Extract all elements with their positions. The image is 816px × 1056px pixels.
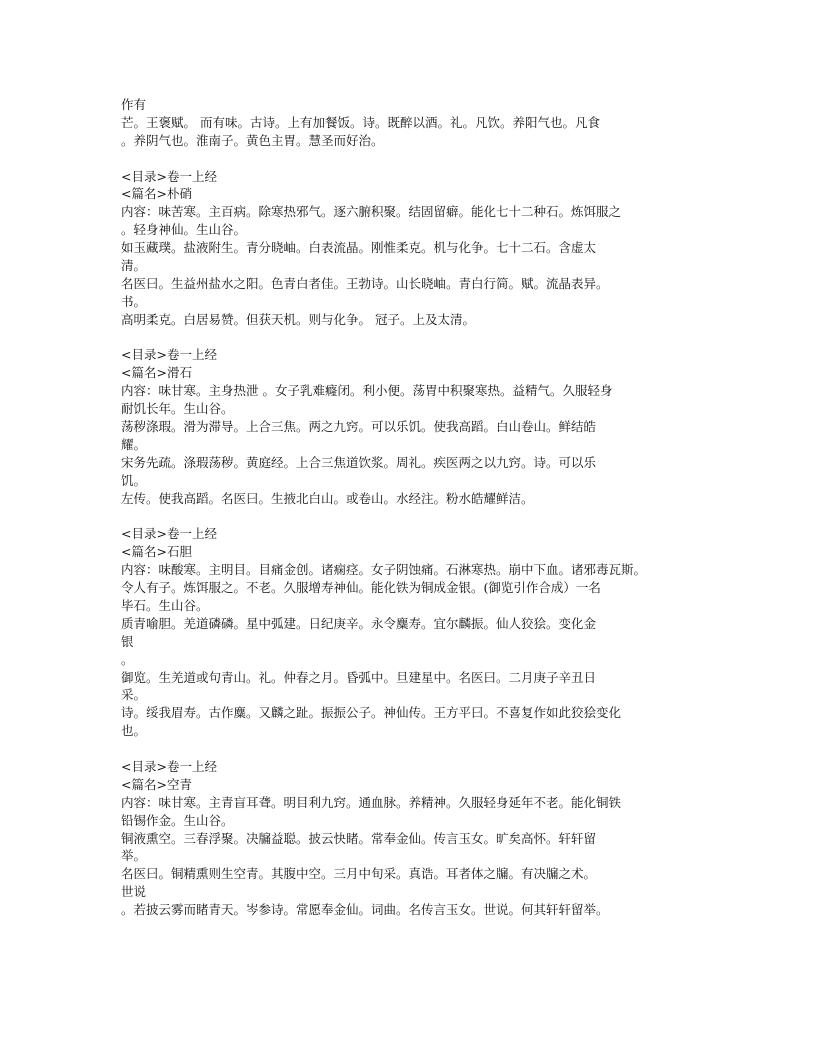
paragraph-gap [121, 329, 721, 347]
text-line: 御览。生羌道或句青山。礼。仲春之月。昏弧中。旦建星中。名医曰。二月庚子辛丑日 [121, 669, 597, 685]
text-line: 。轻身神仙。生山谷。 [121, 222, 247, 238]
entry-title: <篇名>石胆 [121, 544, 192, 560]
paragraph-gap [121, 507, 721, 525]
text-line: 也。 [121, 723, 147, 739]
text-line: 耀。 [121, 436, 147, 452]
text-line: 宋务先疏。涤瑕荡秽。黄庭经。上合三焦道饮浆。周礼。疾医两之以九窍。诗。可以乐 [121, 454, 597, 470]
entry-title: <篇名>朴硝 [121, 186, 192, 202]
catalog-line: <目录>卷一上经 [121, 758, 217, 774]
catalog-line: <目录>卷一上经 [121, 168, 217, 184]
text-line: 左传。使我高蹈。名医曰。生掖北白山。或卷山。水经注。粉水皓耀鲜洁。 [121, 490, 534, 506]
text-line: 高明柔克。白居易赞。但获天机。则与化争。 冠子。上及太清。 [121, 311, 475, 327]
text-line: 芒。王褒赋。 而有味。古诗。上有加餐饭。诗。既醉以酒。礼。凡饮。养阳气也。凡食 [121, 114, 600, 130]
catalog-line: <目录>卷一上经 [121, 526, 217, 542]
entry-kongqing [121, 758, 721, 919]
text-line: 如玉藏璞。盐液附生。青分晓岫。白表流晶。刚惟柔克。机与化争。七十二石。含虚太 [121, 240, 597, 256]
text-line: 书。 [121, 293, 147, 309]
entry-shidan [121, 525, 721, 740]
text-line: 质青喻胆。羌道磷磷。星中弧建。日纪庚辛。永令麋寿。宜尔麟振。仙人狡狯。变化金 [121, 615, 597, 631]
entry-title: <篇名>空青 [121, 776, 192, 792]
text-line: 。养阴气也。淮南子。黄色主胃。慧圣而好治。 [121, 132, 384, 148]
text-line: 银 [121, 633, 134, 649]
entry-huashi [121, 346, 721, 507]
text-line: 内容：味甘寒。主身热泄 。女子乳难癃闭。利小便。荡胃中积聚寒热。益精气。久服轻身 [121, 383, 613, 399]
entry-title: <篇名>滑石 [121, 365, 192, 381]
catalog-line: <目录>卷一上经 [121, 347, 217, 363]
paragraph-gap [121, 740, 721, 758]
text-line: 。若披云雾而睹青天。岑参诗。常愿奉金仙。词曲。名传言玉女。世说。何其轩轩留举。 [121, 902, 609, 918]
text-line: 荡秽涤瑕。滑为滞导。上合三焦。两之九窍。可以乐饥。使我高蹈。白山卷山。鲜结皓 [121, 419, 597, 435]
entry-puxiao [121, 168, 721, 329]
text-line: 清。 [121, 258, 147, 274]
text-line: 世说 [121, 884, 147, 900]
text-line: 名医曰。铜精熏则生空青。其腹中空。三月中旬采。真诰。耳者体之牖。有决牖之术。 [121, 866, 597, 882]
text-block [121, 96, 721, 150]
text-line: 采。 [121, 687, 147, 703]
text-line: 令人有子。炼饵服之。不老。久服增寿神仙。能化铁为铜成金银。(御览引作合成）一名 [121, 580, 601, 596]
text-line: 内容：味甘寒。主青盲耳聋。明目利九窍。通血脉。养精神。久服轻身延年不老。能化铜铁 [121, 794, 622, 810]
text-line: 饥。 [121, 472, 147, 488]
text-line: 耐饥长年。生山谷。 [121, 401, 234, 417]
text-line: 举。 [121, 848, 147, 864]
paragraph-gap [121, 150, 721, 168]
text-line: 毕石。生山谷。 [121, 597, 209, 613]
document-page [121, 96, 721, 919]
text-line: 诗。绥我眉寿。古作麋。又麟之趾。振振公子。神仙传。王方平曰。不喜复作如此狡狯变化 [121, 705, 622, 721]
text-line: 铜液熏空。三春浮聚。决牖益聪。披云快睹。常奉金仙。传言玉女。旷矣高怀。轩轩留 [121, 830, 597, 846]
text-line: 铅锡作金。生山谷。 [121, 812, 234, 828]
text-line: 。 [121, 651, 134, 667]
text-line: 名医曰。生益州盐水之阳。色青白者佳。王勃诗。山长晓岫。青白行简。赋。流晶表异。 [121, 275, 609, 291]
text-line: 内容：味苦寒。主百病。除寒热邪气。逐六腑积聚。结固留癖。能化七十二种石。炼饵服之 [121, 204, 622, 220]
text-line: 作有 [121, 97, 147, 112]
text-line: 内容：味酸寒。主明目。目痛金创。诸痫痉。女子阴蚀痛。石淋寒热。崩中下血。诸邪毒瓦斯。 [121, 562, 647, 578]
